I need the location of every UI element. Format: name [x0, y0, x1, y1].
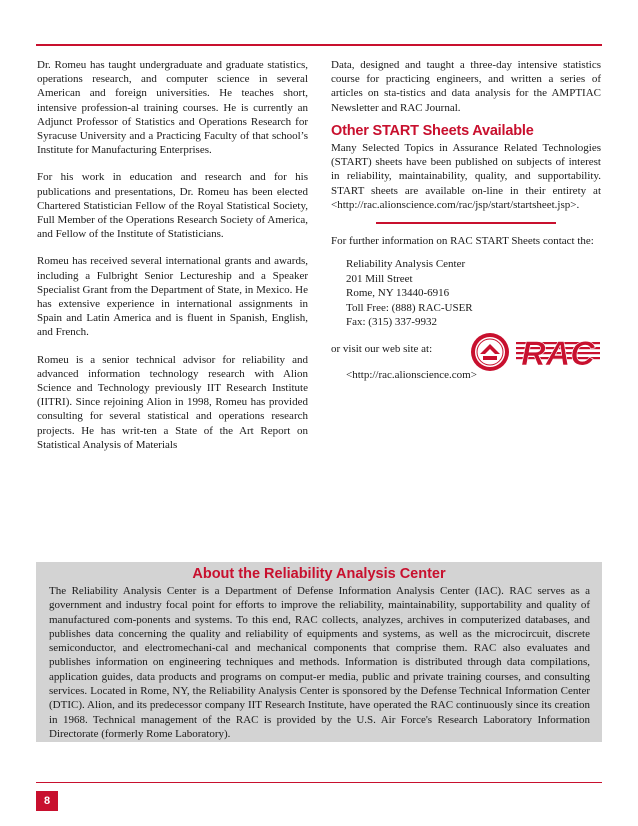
- bio-paragraph: Romeu is a senior technical advisor for reliability and advanced information technology research with Alion Science and Technology previously IIT Research Institute (IITRI). Since rejoining Alion in 1998, Romeu has provided consulting for several statistical and operations research projects. He has writ-ten a State of the Art Report on Statistical Analysis of Materials: [37, 353, 308, 451]
- web-link[interactable]: <http://rac.alionscience.com>: [346, 368, 477, 381]
- about-text: The Reliability Analysis Center is a Department of Defense Information Analysis Center (IAC). RAC serves as a government and industry focal point for efforts to improve the reliability, maintainability, supportability and quality of manufactured com-ponents and systems. To this end, RAC collects, analyzes, archives in computerized databases, and publishes data concerning the quality and reliability of equipments and systems, as well as the microcircuit, discrete semiconductor, and electromechani-cal and mechanical components that comprise them. RAC also evaluates and publishes information on engineering techniques and methods. Information is distributed through data compilations, application guides, data products and programs on comput-er media, public and private training courses, and consulting services. Located in Rome, NY, the Reliability Analysis Center is sponsored by the Defense Technical Information Center (DTIC). Alion, and its predecessor company IIT Research Institute, have operated the RAC continuously since its creation in 1968. Technical management of the RAC is provided by the U.S. Air Force's Research Laboratory Information Directorate (formerly Rome Laboratory).: [49, 585, 590, 740]
- contact-street: 201 Mill Street: [346, 272, 413, 285]
- about-title: About the Reliability Analysis Center: [192, 566, 446, 582]
- start-sheets-paragraph: Many Selected Topics in Assurance Related Technologies (START) sheets have been published on subjects of interest in reliability, maintainability, quality, and supportability. START sheets are available on-line in their entirety at <http://rac.alionscience.com/rac/jsp/start/startsheet.jsp>.: [331, 142, 601, 211]
- dod-seal-icon: [470, 332, 510, 372]
- contact-address: [346, 257, 601, 330]
- contact-toll-free: Toll Free: (888) RAC-USER: [346, 301, 473, 314]
- contact-name: Reliability Analysis Center: [346, 258, 466, 271]
- top-divider: [36, 44, 602, 46]
- contact-fax: Fax: (315) 337-9932: [346, 316, 438, 329]
- rac-logo-text: RAC: [521, 335, 595, 370]
- about-box: [36, 562, 602, 742]
- bio-paragraph: For his work in education and research and for his publications and presentations, Dr. Romeu has been elected Chartered Statistician Fellow of the Royal Statistical Society, Full Member of the Operations Research Society of America, and Fellow of the Institute of Statisticians.: [37, 171, 308, 241]
- rac-wordmark: [516, 334, 600, 370]
- bio-paragraph: Romeu has received several international grants and awards, including a Fulbright Senior Lectureship and a Speaker Specialist Grant from the Department of State, in Mexico. He has extensive experience in international assignments in Spain and Latin America and is fluent in Spanish, English, and French.: [37, 255, 308, 339]
- rac-logo: [470, 332, 600, 374]
- left-column: [37, 58, 308, 465]
- contact-intro: For further information on RAC START Sheets contact the:: [331, 235, 594, 248]
- bio-paragraph: Dr. Romeu has taught undergraduate and graduate statistics, operations research, and computer science in several American and foreign universities. He teaches short, intensive profession-al training courses. He is currently an Adjunct Professor of Statistics and Operations Research for Syracuse University and a Practicing Faculty of that school’s Institute for Manufacturing Enterprises.: [37, 59, 308, 157]
- web-intro: or visit our web site at:: [331, 342, 433, 355]
- bottom-divider: [36, 782, 602, 783]
- contact-city: Rome, NY 13440-6916: [346, 287, 450, 300]
- bio-continuation: Data, designed and taught a three-day intensive statistics course for practicing engineers, and written a series of articles on sta-tistics and data analysis for the AMPTIAC Newsletter and RAC Journal.: [331, 59, 601, 114]
- section-divider: [376, 222, 556, 224]
- page-number: 8: [36, 791, 58, 811]
- section-heading-start-sheets: Other START Sheets Available: [331, 122, 534, 139]
